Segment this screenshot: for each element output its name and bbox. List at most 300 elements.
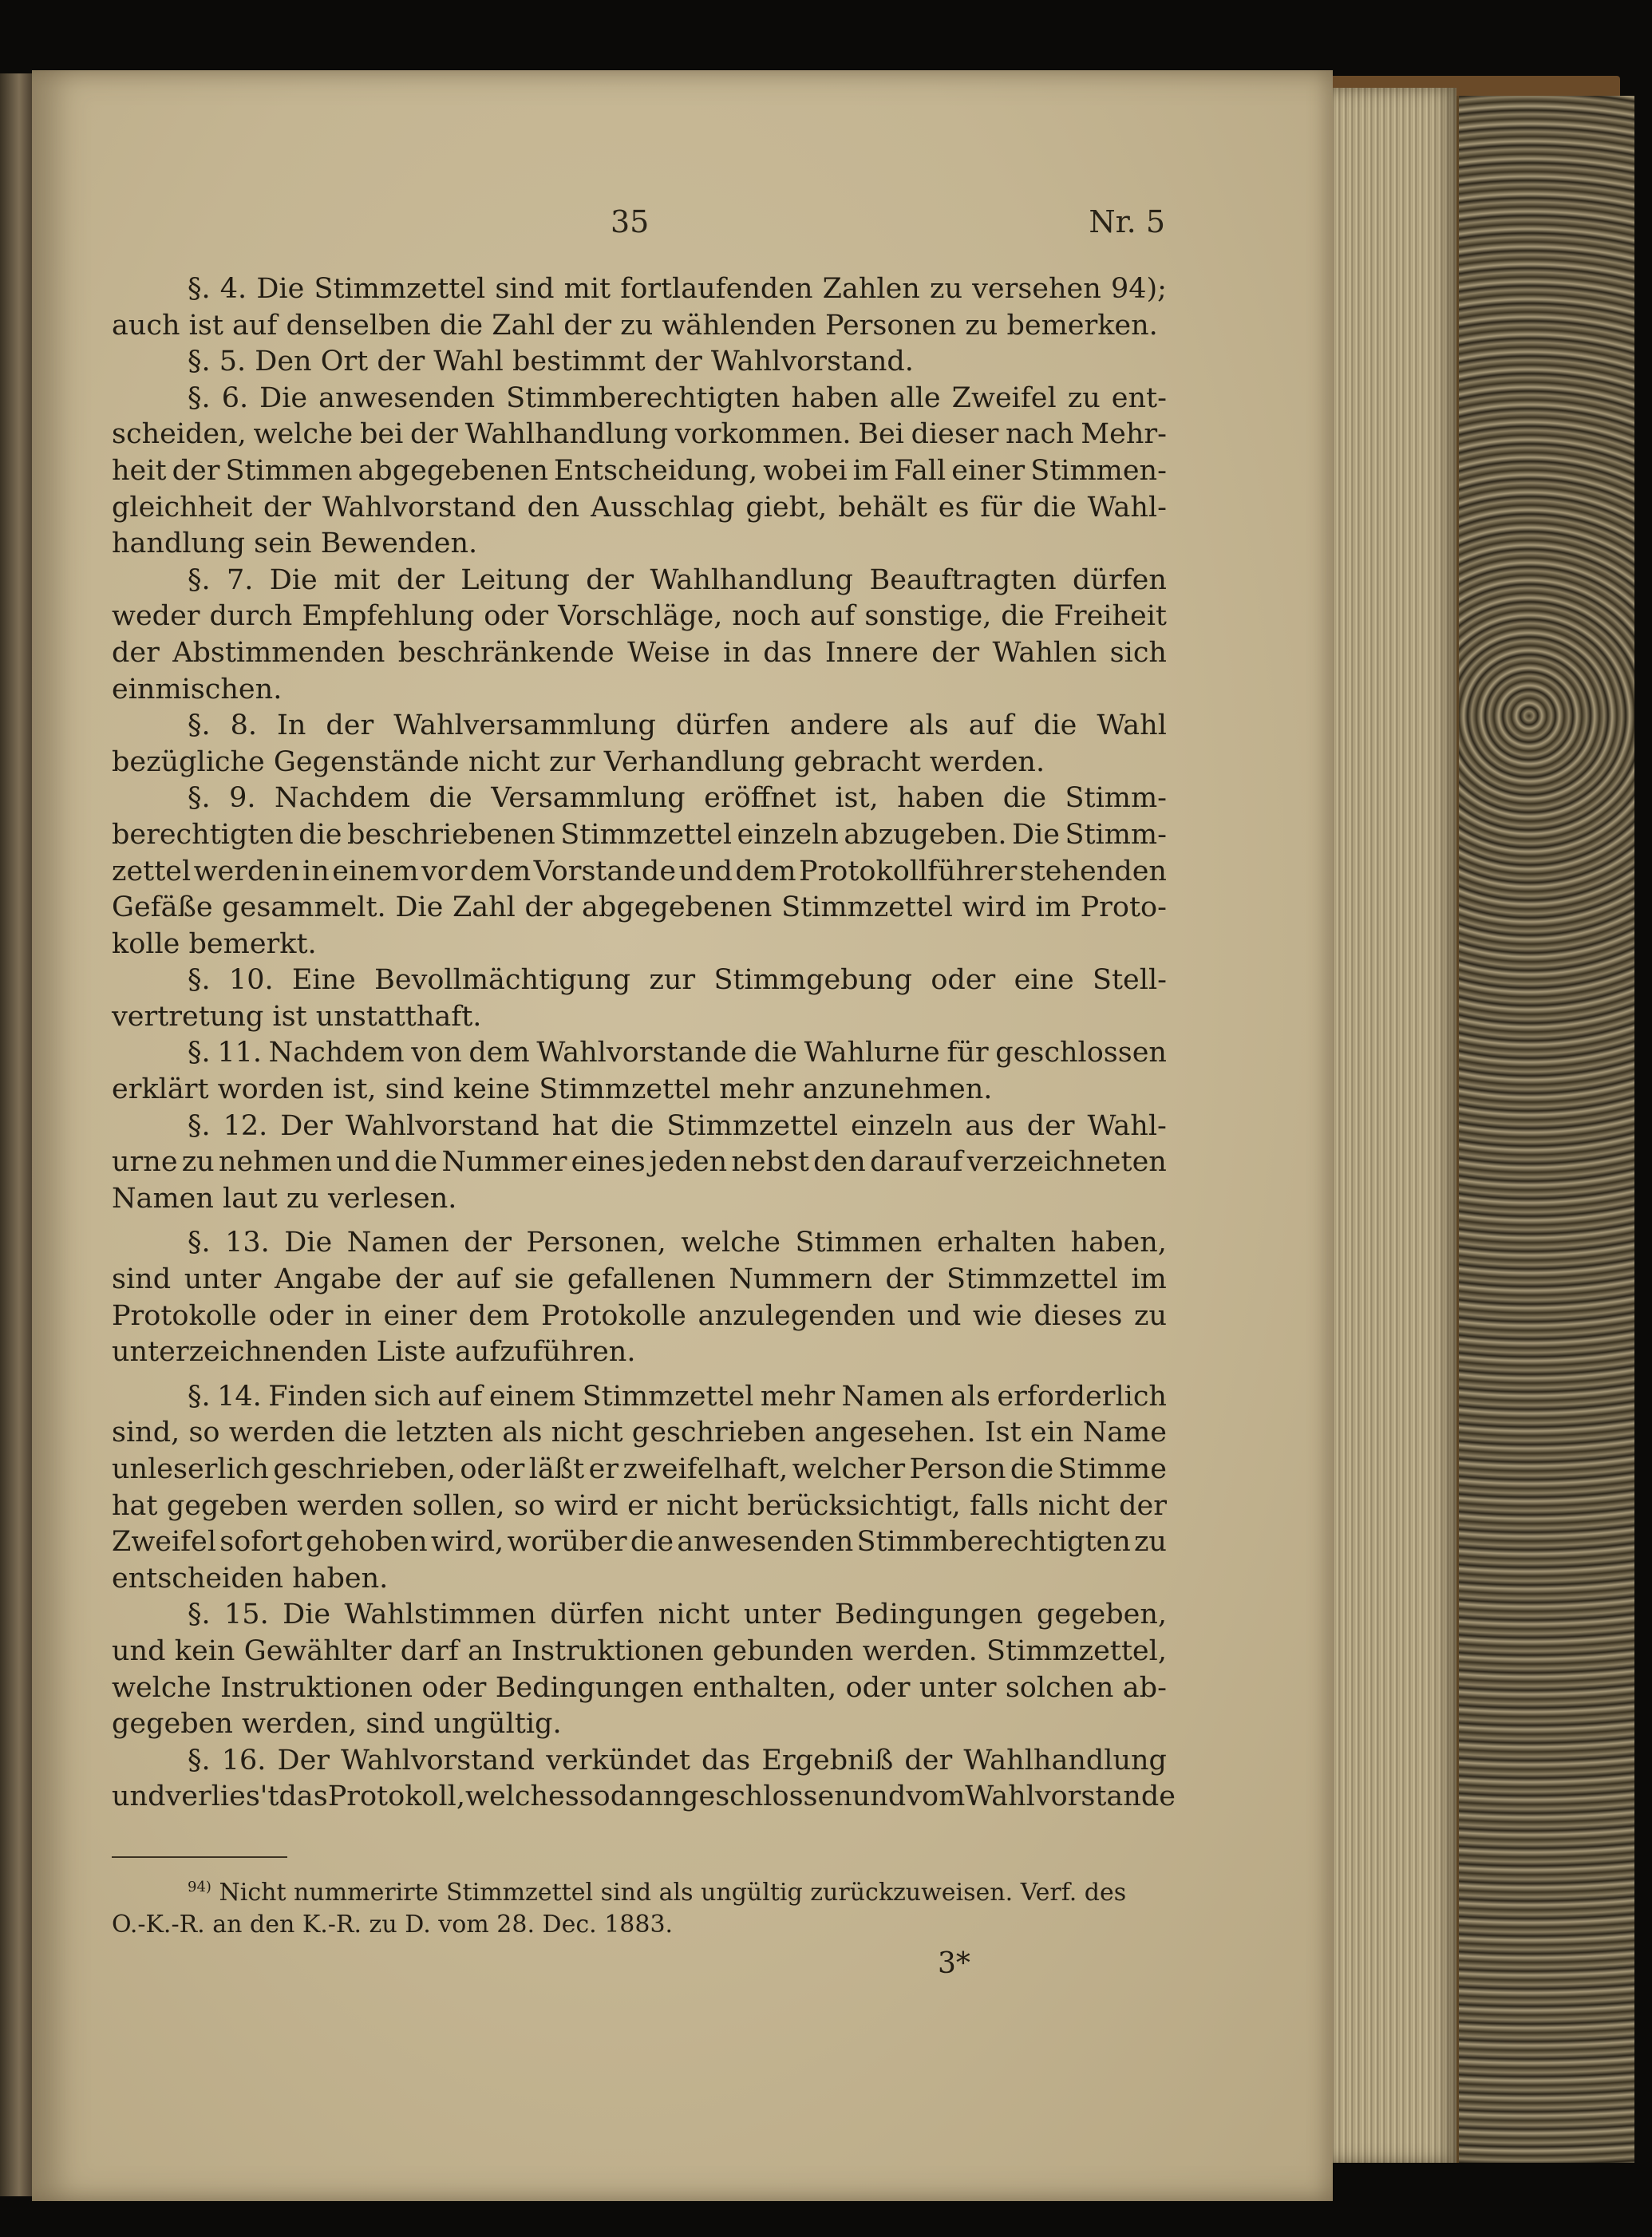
text-line <box>112 1334 1167 1371</box>
word: 11. <box>217 1037 262 1069</box>
footnote-text-2: O.-K.-R. an den K.-R. zu D. vom 28. Dec. 1883. <box>112 1911 674 1939</box>
word: anwesenden <box>318 381 496 414</box>
word: 8. <box>230 709 258 742</box>
word: Die <box>284 1227 333 1259</box>
word: Namen <box>841 1380 944 1413</box>
word: Freiheit <box>1053 600 1167 633</box>
page-number: 35 <box>611 204 650 239</box>
word: Stimm- <box>1065 818 1167 851</box>
word: anzulegenden <box>698 1299 896 1332</box>
word: Wahlen <box>992 636 1097 669</box>
word: auf <box>456 1263 501 1296</box>
text-line <box>112 745 1167 781</box>
word: als <box>908 709 949 742</box>
word: sich <box>373 1380 431 1413</box>
word: sind <box>495 273 555 305</box>
word: Die <box>1012 818 1060 851</box>
text-line <box>112 381 1167 417</box>
word: wobei <box>763 454 848 487</box>
word: als <box>502 1417 543 1449</box>
word: Angabe <box>274 1263 382 1296</box>
word: der <box>410 418 458 451</box>
text-line <box>112 1452 1167 1488</box>
word: 7. <box>227 563 254 596</box>
word: zettel <box>112 855 192 887</box>
word: dem <box>469 855 532 887</box>
line-text: entscheiden haben. <box>112 1562 389 1595</box>
word: Eine <box>291 964 356 997</box>
word: den <box>527 491 580 524</box>
word: abzugeben. <box>844 818 1007 851</box>
word: Mehr- <box>1081 418 1167 451</box>
word: Die <box>395 891 444 924</box>
word: 4. <box>219 273 247 305</box>
text-line <box>112 1706 1167 1743</box>
text-line <box>112 999 1167 1036</box>
word: ein <box>1030 1417 1074 1449</box>
word: einem <box>488 1380 576 1413</box>
word: werden <box>297 1489 404 1522</box>
text-line <box>112 1670 1167 1707</box>
word: das <box>279 1781 328 1813</box>
text-line <box>112 563 1167 599</box>
word: von <box>411 1037 462 1069</box>
word: In <box>277 709 306 742</box>
word: nebst <box>731 1146 809 1179</box>
word: Beauftragten <box>869 563 1057 596</box>
word: die <box>1010 1453 1054 1485</box>
word: der <box>172 454 220 487</box>
left-page-edge <box>0 73 32 2196</box>
word: der <box>586 563 634 596</box>
word: sind <box>112 1263 172 1296</box>
word: vorkommen. <box>674 418 852 451</box>
word: dürfen <box>1073 563 1167 596</box>
word: dürfen <box>675 709 770 742</box>
word: Wahl- <box>1087 1109 1167 1142</box>
word: Nachdem <box>275 782 410 815</box>
text-line <box>112 453 1167 490</box>
word: unleserlich <box>112 1453 269 1485</box>
text-line <box>112 1597 1167 1634</box>
word: er <box>627 1489 658 1522</box>
word: Wahlvorstand <box>322 491 516 524</box>
word: oder <box>845 1671 911 1704</box>
word: berücksichtigt, <box>747 1489 961 1522</box>
word: das <box>702 1744 751 1777</box>
word: oder <box>421 1671 487 1704</box>
text-line <box>112 1634 1167 1670</box>
word: wird <box>962 891 1026 924</box>
word: 6. <box>221 381 249 414</box>
word: der <box>326 709 374 742</box>
word: im <box>1131 1263 1167 1296</box>
word: vor <box>421 855 468 887</box>
word: berechtigten <box>112 818 294 851</box>
word: Weise <box>627 636 710 669</box>
word: §. <box>188 1380 211 1413</box>
text-line <box>112 854 1167 891</box>
word: §. <box>188 273 211 305</box>
word: sind, <box>112 1417 180 1449</box>
word: sofort <box>219 1526 303 1559</box>
word: letzten <box>396 1417 494 1449</box>
word: die <box>343 1417 388 1449</box>
text-line <box>112 1109 1167 1145</box>
word: Zahl <box>452 891 516 924</box>
text-line <box>112 417 1167 453</box>
word: unter <box>184 1263 262 1296</box>
word: §. <box>188 782 211 815</box>
word: Vorschläge, <box>558 600 723 633</box>
text-line <box>112 1225 1167 1262</box>
word: sollen, <box>412 1489 505 1522</box>
word: aus <box>965 1109 1014 1142</box>
word: und <box>678 855 733 887</box>
word: geschrieben <box>631 1417 806 1449</box>
word: einer <box>951 454 1026 487</box>
marbled-cover <box>1452 96 1634 2163</box>
word: der <box>394 1263 443 1296</box>
word: nehmen <box>218 1146 333 1179</box>
word: §. <box>188 1744 211 1777</box>
word: welches <box>465 1781 579 1813</box>
word: Die <box>283 1599 331 1631</box>
word: ab- <box>1122 1671 1167 1704</box>
word: noch <box>732 600 801 633</box>
word: 9. <box>229 782 256 815</box>
word: zu <box>1133 1526 1167 1559</box>
word: einem <box>332 855 419 887</box>
word: im <box>852 454 888 487</box>
word: zu <box>181 1146 215 1179</box>
word: Wahlvorstande <box>536 1037 747 1069</box>
word: auf <box>437 1380 483 1413</box>
word: 12. <box>223 1109 268 1142</box>
word: ent- <box>1111 381 1167 414</box>
word: werden. <box>862 1634 978 1667</box>
word: Instruktionen <box>220 1671 413 1704</box>
text-line <box>112 962 1167 999</box>
word: die <box>630 1526 674 1559</box>
word: für <box>980 491 1022 524</box>
word: 16. <box>221 1744 267 1777</box>
text-line <box>112 1524 1167 1561</box>
word: zu <box>930 273 962 305</box>
word: Wahl- <box>1087 491 1167 524</box>
word: er <box>588 1453 619 1485</box>
line-text: erklärt worden ist, sind keine Stimmzettel mehr anzunehmen. <box>112 1073 993 1106</box>
line-text: bezügliche Gegenstände nicht zur Verhandlung gebracht werden. <box>112 745 1045 778</box>
word: wird, <box>430 1526 504 1559</box>
word: bei <box>359 418 404 451</box>
word: falls <box>970 1489 1030 1522</box>
word: unter <box>919 1671 997 1704</box>
line-text: kolle bemerkt. <box>112 927 317 960</box>
word: 10. <box>228 964 274 997</box>
word: der <box>464 1227 512 1259</box>
page-header <box>112 204 1165 244</box>
word: §. <box>188 1599 211 1631</box>
word: oder <box>460 1453 525 1485</box>
word: werden <box>193 855 300 887</box>
word: und <box>112 1634 166 1667</box>
text-line <box>112 1779 1176 1816</box>
word: weder <box>112 600 200 633</box>
text-line <box>112 1035 1167 1072</box>
word: Nachdem <box>268 1037 405 1069</box>
word: Stimmen <box>795 1227 923 1259</box>
word: gesammelt. <box>222 891 386 924</box>
word: der <box>1026 1109 1075 1142</box>
word: Wahlversammlung <box>393 709 656 742</box>
word: die <box>1001 600 1045 633</box>
word: Stimmzettel, <box>986 1634 1167 1667</box>
word: Wahlstimmen <box>344 1599 536 1631</box>
word: so <box>188 1417 220 1449</box>
line-text: auch ist auf denselben die Zahl der zu wählenden Personen zu bemerken. <box>112 309 1158 342</box>
word: in <box>345 1299 372 1332</box>
word: gefallenen <box>567 1263 716 1296</box>
word: Namen <box>346 1227 449 1259</box>
word: gleichheit <box>112 491 253 524</box>
word: 13. <box>225 1227 270 1259</box>
word: gehoben <box>306 1526 428 1559</box>
word: Wahlvorstand <box>345 1109 539 1142</box>
word: der <box>885 1263 934 1296</box>
text-line <box>112 271 1167 308</box>
word: Protokolle <box>540 1299 686 1332</box>
word: Wahlvorstand <box>341 1744 536 1777</box>
word: nach <box>1006 418 1074 451</box>
word: Stimmen <box>225 454 353 487</box>
word: sonstige, <box>864 600 992 633</box>
word: Versammlung <box>491 782 686 815</box>
word: verkündet <box>546 1744 690 1777</box>
word: ist, <box>835 782 879 815</box>
word: Wahlurne <box>804 1037 940 1069</box>
word: heit <box>112 454 167 487</box>
word: welche <box>112 1671 211 1704</box>
word: §. <box>188 964 211 997</box>
word: scheiden, <box>112 418 247 451</box>
word: andere <box>789 709 889 742</box>
page-stack-edges <box>1329 88 1456 2163</box>
word: gegeben <box>166 1489 288 1522</box>
word: verlies't <box>165 1781 279 1813</box>
word: die <box>298 818 342 851</box>
word: urne <box>112 1146 178 1179</box>
word: Die <box>269 563 318 596</box>
word: kein <box>174 1634 235 1667</box>
word: gebunden <box>713 1634 854 1667</box>
word: Gewählter <box>243 1634 392 1667</box>
word: wird <box>554 1489 619 1522</box>
word: Der <box>277 1744 330 1777</box>
text-line <box>112 672 1167 709</box>
word: angesehen. <box>814 1417 976 1449</box>
word: Bedingungen <box>834 1599 1023 1631</box>
word: Wahlvorstande <box>965 1781 1176 1813</box>
word: §. <box>188 563 211 596</box>
word: Die <box>256 273 305 305</box>
text-line <box>112 1415 1167 1452</box>
word: unter <box>743 1599 821 1631</box>
text-line <box>112 344 1167 381</box>
word: so <box>513 1489 545 1522</box>
word: Wahlhandlung <box>464 418 669 451</box>
word: mit <box>563 273 611 305</box>
text-line <box>112 890 1167 927</box>
word: Name <box>1082 1417 1167 1449</box>
word: eines <box>571 1146 646 1179</box>
word: Bevollmächtigung <box>374 964 631 997</box>
word: welche <box>253 418 354 451</box>
word: den <box>813 1146 866 1179</box>
word: Stimmberechtigten <box>506 381 781 414</box>
word: Stimmzettel <box>314 273 486 305</box>
word: darf <box>400 1634 459 1667</box>
text-line <box>112 490 1167 527</box>
word: dieses <box>1033 1299 1123 1332</box>
footnote <box>112 1871 1167 1941</box>
text-line <box>112 927 1167 963</box>
word: und <box>112 1781 166 1813</box>
word: Stimm- <box>1065 782 1167 815</box>
text-line <box>112 526 1167 563</box>
word: gegeben, <box>1036 1599 1167 1631</box>
word: 14. <box>217 1380 262 1413</box>
word: die <box>429 782 472 815</box>
word: dürfen <box>550 1599 645 1631</box>
word: der <box>1119 1489 1167 1522</box>
word: Ausschlag <box>591 491 735 524</box>
word: sodann <box>579 1781 682 1813</box>
word: Instruktionen <box>511 1634 704 1667</box>
word: Stimmzettel <box>560 818 733 851</box>
word: einzeln <box>851 1109 953 1142</box>
word: der <box>524 891 573 924</box>
word: §. <box>188 1227 211 1259</box>
word: Stimme <box>1057 1453 1167 1485</box>
word: hat <box>112 1489 158 1522</box>
word: Stell- <box>1093 964 1167 997</box>
word: Person <box>909 1453 1006 1485</box>
word: auf <box>810 600 856 633</box>
word: Zweifel <box>112 1526 217 1559</box>
word: Stimmzettel <box>666 1109 839 1142</box>
word: Zweifel <box>951 381 1057 414</box>
word: alle <box>889 381 941 414</box>
word: nicht <box>658 1599 730 1631</box>
word: und <box>852 1781 907 1813</box>
word: Vorstande <box>533 855 677 887</box>
word: im <box>1035 891 1071 924</box>
word: welche <box>681 1227 781 1259</box>
word: stehenden <box>1019 855 1167 887</box>
word: §. <box>188 1109 211 1142</box>
word: verzeichneten <box>966 1146 1167 1179</box>
word: dem <box>735 855 796 887</box>
word: Stimmzettel <box>947 1263 1118 1296</box>
word: welcher <box>792 1453 906 1485</box>
word: Proto- <box>1080 891 1167 924</box>
line-text: unterzeichnenden Liste aufzuführen. <box>112 1336 636 1369</box>
word: Nummern <box>729 1263 872 1296</box>
footnote-marker: 94) <box>188 1879 211 1895</box>
word: Zahlen <box>822 273 920 305</box>
word: darauf <box>870 1146 963 1179</box>
word: die <box>1033 709 1077 742</box>
text-line <box>112 708 1167 745</box>
word: Stimmberechtigten <box>856 1526 1131 1559</box>
word: die <box>611 1109 654 1142</box>
word: Ist <box>984 1417 1022 1449</box>
word: geschrieben, <box>273 1453 456 1485</box>
word: erforderlich <box>997 1380 1167 1413</box>
word: 15. <box>224 1599 269 1631</box>
word: an <box>468 1634 503 1667</box>
word: beschränkende <box>397 636 615 669</box>
word: Protokoll, <box>327 1781 465 1813</box>
word: mit <box>334 563 381 596</box>
word: zu <box>1134 1299 1167 1332</box>
word: sie <box>514 1263 555 1296</box>
word: enthalten, <box>692 1671 837 1704</box>
word: mehr <box>760 1380 836 1413</box>
line-text: gegeben werden, sind ungültig. <box>112 1708 562 1741</box>
word: zur <box>649 964 696 997</box>
word: Protokolle <box>112 1299 257 1332</box>
word: Bei <box>858 418 904 451</box>
word: beschriebenen <box>346 818 555 851</box>
word: vom <box>906 1781 966 1813</box>
word: läßt <box>528 1453 585 1485</box>
word: durch <box>209 600 293 633</box>
word: worüber <box>507 1526 627 1559</box>
word: es <box>938 491 970 524</box>
text-line <box>112 308 1167 345</box>
word: wie <box>972 1299 1022 1332</box>
word: giebt, <box>745 491 828 524</box>
word: und <box>336 1146 390 1179</box>
footnote-line <box>112 1871 1167 1909</box>
signature-mark: 3* <box>938 1947 970 1980</box>
word: eine <box>1014 964 1074 997</box>
word: §. <box>188 709 211 742</box>
word: einzeln <box>737 818 839 851</box>
word: Leitung <box>460 563 570 596</box>
line-text: handlung sein Bewenden. <box>112 528 478 560</box>
footnote-rule <box>112 1856 287 1858</box>
word: Ergebniß <box>761 1744 894 1777</box>
word: zu <box>1067 381 1101 414</box>
word: Wahlhandlung <box>650 563 854 596</box>
text-line <box>112 1298 1167 1335</box>
word: Stimmzettel <box>582 1380 754 1413</box>
word: die <box>1033 491 1077 524</box>
word: versehen <box>972 273 1101 305</box>
word: in <box>723 636 750 669</box>
word: in <box>302 855 330 887</box>
word: der <box>396 563 445 596</box>
document-number: Nr. 5 <box>1089 204 1165 239</box>
word: 94); <box>1110 273 1167 305</box>
word: und <box>907 1299 962 1332</box>
word: Empfehlung <box>302 600 475 633</box>
line-text: Namen laut zu verlesen. <box>112 1182 457 1215</box>
word: solchen <box>1005 1671 1114 1704</box>
